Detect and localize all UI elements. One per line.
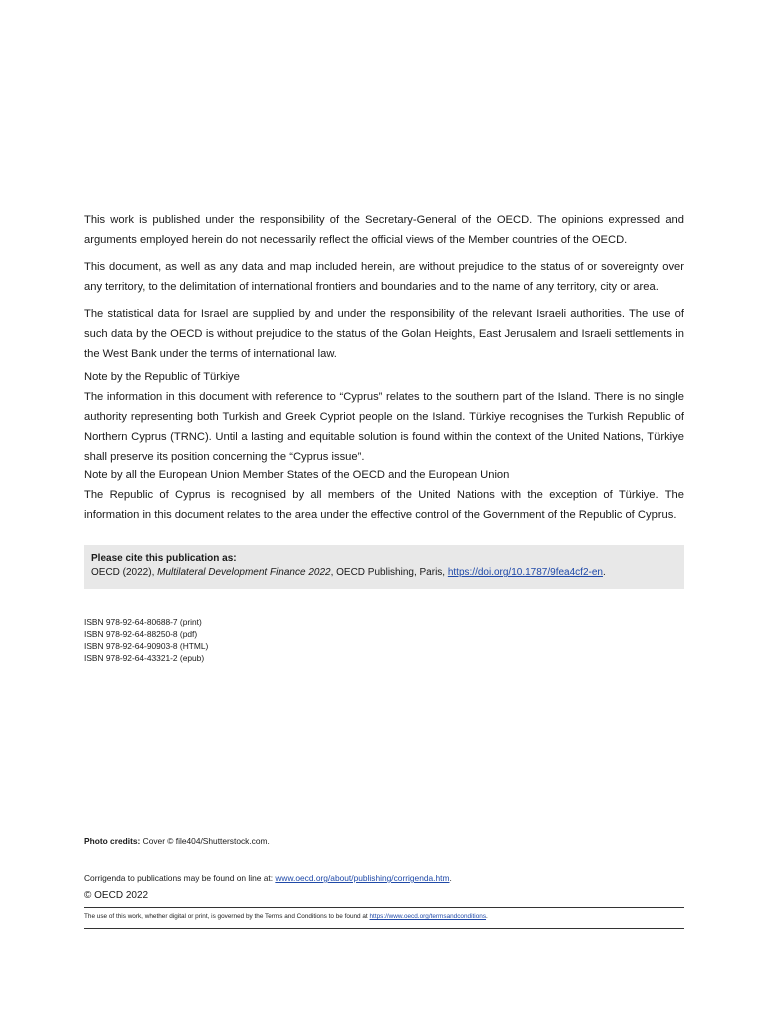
note-eu-body: The Republic of Cyprus is recognised by all members of the United Nations with the exception of Türkiye. The information in this document relates to the area under the effective control of the Government of the Republic of Cyprus. (84, 489, 684, 521)
photo-credits (84, 835, 270, 847)
divider-top (84, 907, 684, 908)
corrigenda-link[interactable]: www.oecd.org/about/publishing/corrigenda.htm (275, 873, 450, 883)
photo-credits-label: Photo credits: (84, 836, 141, 846)
corrigenda (84, 872, 452, 884)
copyright: © OECD 2022 (84, 890, 149, 901)
citation-prefix: OECD (2022), (91, 567, 158, 578)
citation-end: . (602, 567, 606, 578)
paragraph-responsibility: This work is published under the responsibility of the Secretary-General of the OECD. The opinions expressed and arguments employed herein do not necessarily reflect the official views of the Member countries of the OECD. (84, 214, 684, 246)
citation-box (84, 545, 684, 589)
citation-suffix: , OECD Publishing, Paris, (330, 567, 448, 578)
isbn-list (84, 616, 208, 664)
isbn-html: ISBN 978-92-64-90903-8 (HTML) (84, 641, 209, 651)
terms-link[interactable]: https://www.oecd.org/termsandconditions (369, 913, 487, 920)
doi-link[interactable]: https://doi.org/10.1787/9fea4cf2-en (447, 567, 603, 578)
isbn-print: ISBN 978-92-64-80688-7 (print) (84, 617, 202, 627)
corrigenda-text: Corrigenda to publications may be found on line at: (84, 873, 276, 883)
note-eu-title: Note by all the European Union Member States of the OECD and the European Union (84, 469, 510, 481)
citation-text (91, 566, 676, 580)
divider-bottom (84, 928, 684, 929)
note-eu (84, 465, 684, 525)
citation-book-title: Multilateral Development Finance 2022 (157, 567, 331, 578)
note-turkiye (84, 367, 684, 467)
terms-notice (84, 911, 488, 923)
citation-title: Please cite this publication as: (91, 553, 237, 564)
corrigenda-end: . (449, 873, 452, 883)
isbn-pdf: ISBN 978-92-64-88250-8 (pdf) (84, 629, 198, 639)
note-turkiye-body: The information in this document with reference to “Cyprus” relates to the southern part of the Island. There is no single authority representing both Turkish and Greek Cypriot people on the Island. Türkiye recognises the Turkish Republic of Northern Cyprus (TRNC). Until a lasting and equitable solution is found within the context of the United Nations, Türkiye shall preserve its position concerning the “Cyprus issue”. (84, 391, 684, 463)
terms-end: . (486, 913, 488, 920)
terms-text: The use of this work, whether digital or print, is governed by the Terms and Conditions to be found at (84, 913, 370, 920)
paragraph-prejudice: This document, as well as any data and map included herein, are without prejudice to the status of or sovereignty over any territory, to the delimitation of international frontiers and boundaries and to the name of any territory, city or area. (84, 261, 684, 293)
photo-credits-text: Cover © file404/Shutterstock.com. (140, 836, 270, 846)
paragraph-israel-data: The statistical data for Israel are supplied by and under the responsibility of the relevant Israeli authorities. The use of such data by the OECD is without prejudice to the status of the Golan Heights, East Jerusalem and Israeli settlements in the West Bank under the terms of international law. (84, 308, 684, 360)
note-turkiye-title: Note by the Republic of Türkiye (84, 371, 240, 383)
isbn-epub: ISBN 978-92-64-43321-2 (epub) (84, 653, 205, 663)
